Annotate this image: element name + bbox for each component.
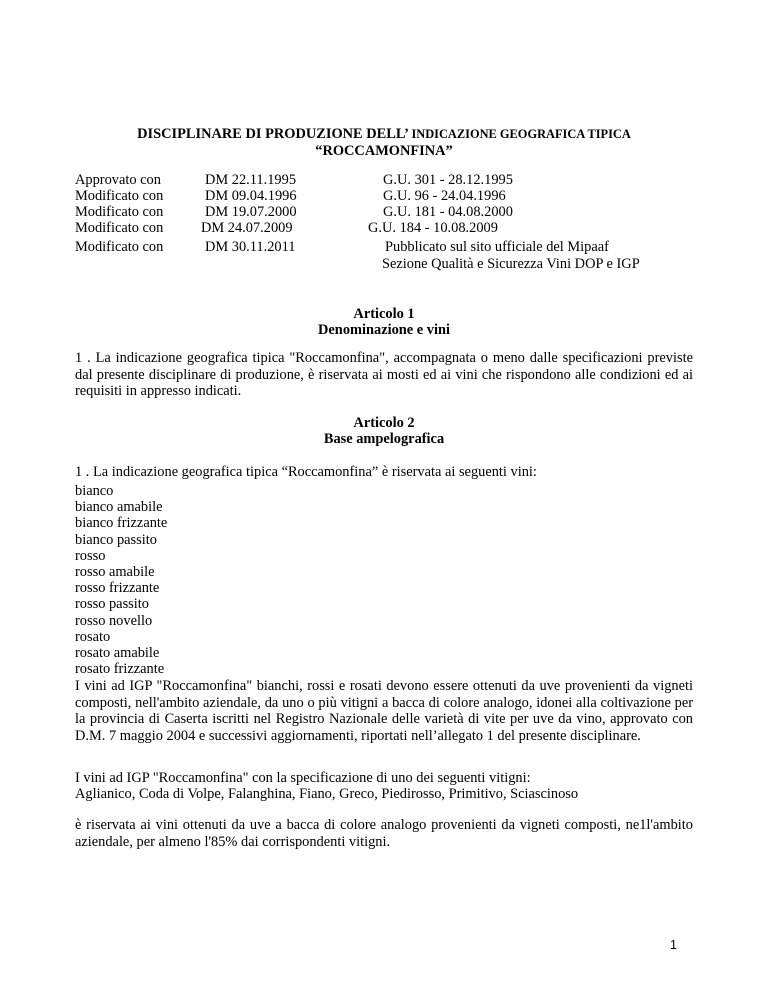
document-title [0,126,768,142]
wine-list-item: bianco frizzante [75,515,168,532]
approval-label: Modificato con [75,239,164,255]
approval-label: Modificato con [75,188,164,204]
article2-paragraph3: è riservata ai vini ottenuti da uve a bacca di colore analogo provenienti da vigneti composti, ne1l'ambito aziendale, per almeno l'85% dai corrispondenti vitigni. [75,817,693,850]
wine-list-item: rosso frizzante [75,580,160,597]
approval-gu: G.U. 181 - 04.08.2000 [383,204,513,220]
wine-list-item: rosso passito [75,596,149,613]
approval-label: Modificato con [75,204,164,220]
approval-dm: DM 24.07.2009 [201,220,293,236]
title-part1: DISCIPLINARE DI PRODUZIONE DELL’ [137,126,412,142]
approval-dm: DM 19.07.2000 [205,204,297,220]
approval-gu: Pubblicato sul sito ufficiale del Mipaaf [385,239,609,255]
approval-dm: DM 09.04.1996 [205,188,297,204]
article2-heading: Articolo 2 [353,415,415,431]
approval-label: Modificato con [75,220,164,236]
article2-paragraph1: I vini ad IGP "Roccamonfina" bianchi, rossi e rosati devono essere ottenuti da uve provenienti da vigneti composti, nell'ambito aziendale, da uno o più vitigni a bacca di colore analogo, idonei alla coltivazione per la provincia di Caserta iscritti nel Registro Nazionale delle varietà di vite per uve da vino, approvato con D.M. 7 maggio 2004 e successivi aggiornamenti, riportati nell’allegato 1 del presente disciplinare. [75,678,693,744]
article2-paragraph2-line1: I vini ad IGP "Roccamonfina" con la specificazione di uno dei seguenti vitigni: [75,770,531,786]
wine-list-item: rosato [75,628,111,645]
article2-paragraph2-line2: Aglianico, Coda di Volpe, Falanghina, Fiano, Greco, Piedirosso, Primitivo, Sciascinoso [75,786,579,802]
wine-list-item: rosso amabile [75,564,155,581]
title-part2: INDICAZIONE GEOGRAFICA TIPICA [411,127,631,141]
article2-intro: 1 . La indicazione geografica tipica “Roccamonfina” è riservata ai seguenti vini: [75,464,537,480]
wine-list-item: bianco amabile [75,499,163,516]
wine-list-item: bianco [75,483,114,499]
approval-section: Sezione Qualità e Sicurezza Vini DOP e IGP [382,256,640,272]
wine-list-item: rosato amabile [75,645,160,662]
approval-gu: G.U. 96 - 24.04.1996 [383,188,506,204]
document-title-name: “ROCCAMONFINA” [315,143,453,159]
approval-gu: G.U. 301 - 28.12.1995 [383,172,513,188]
article1-heading: Articolo 1 [353,306,415,322]
approval-gu: G.U. 184 - 10.08.2009 [368,220,498,236]
wine-list-item: rosso novello [75,612,153,629]
approval-dm: DM 30.11.2011 [205,239,296,255]
approval-label: Approvato con [75,172,161,188]
article1-paragraph: 1 . La indicazione geografica tipica "Roccamonfina", accompagnata o meno dalle specificazioni previste dal presente disciplinare di produzione, è riservata ai mosti ed ai vini che rispondono alle condizioni ed ai requisiti in appresso indicati. [75,350,693,399]
wine-list-item: rosato frizzante [75,661,165,678]
page-number: 1 [670,938,677,952]
article2-subheading: Base ampelografica [323,431,445,447]
article1-subheading: Denominazione e vini [318,322,450,338]
wine-list-item: rosso [75,547,106,564]
wine-list [75,483,167,677]
wine-list-item: bianco passito [75,531,157,548]
approval-dm: DM 22.11.1995 [205,172,297,188]
